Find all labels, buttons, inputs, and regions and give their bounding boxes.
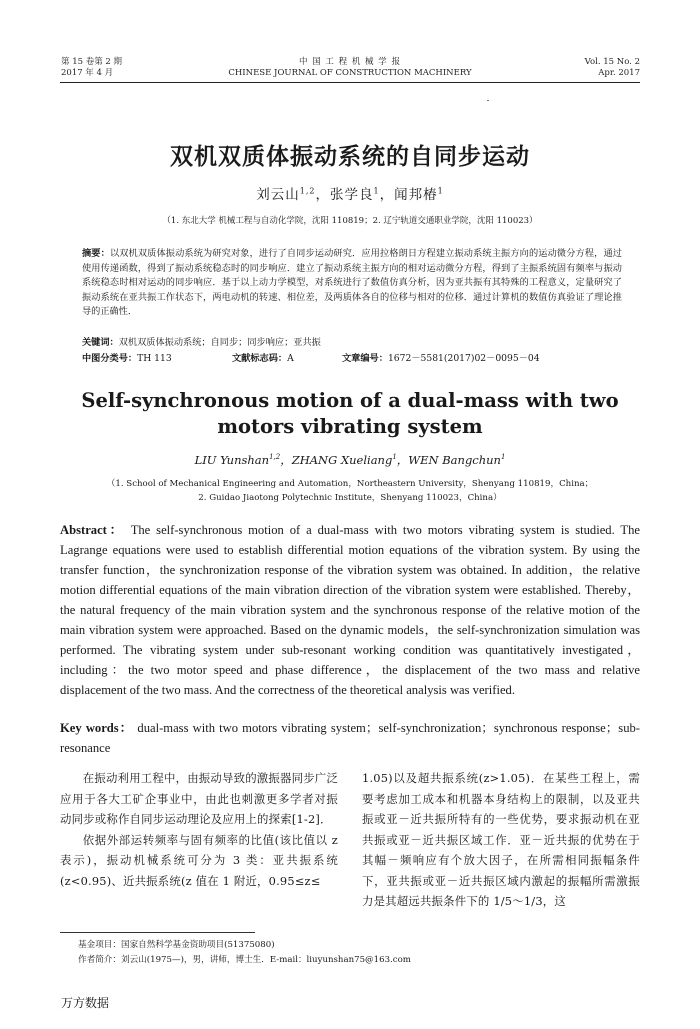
footnote-funding: 基金项目：国家自然科学基金资助项目(51375080) <box>78 940 275 950</box>
footnote-divider <box>60 932 255 933</box>
article-number: 文章编号：1672－5581(2017)02－0095－04 <box>342 353 540 364</box>
body-paragraph: 依据外部运转频率与固有频率的比值(该比值以 z 表示)，振动机械系统可分为 3 类：亚共振系统(z<0.95)、近共振系统(z 值在 1 附近，0.95≤z≤ <box>60 832 338 888</box>
abstract-cn-text: 以双机双质体振动系统为研究对象，进行了自同步运动研究．应用拉格朗日方程建立振动系统主振方向的运动微分方程，通过使用传递函数，得到了振动系统稳态时的同步响应．建立了振动系统主振方向的相对运动微分方程，得到了主振系统固有频率与振动系统稳态时相对运动的同步响应．基于以上动力学模型，对系统进行了数值仿真分析，因为亚共振有其特殊的工程意义，定量研究了振动系统在亚共振工作状态下，两电动机的转速、相位差，及两质体各自的位移与相对的位移．通过计算机的数值仿真验证了理论推导的正确性． <box>82 248 622 318</box>
affiliation-en-line2: 2. Guidao Jiaotong Polytechnic Institute，Shenyang 110023，China） <box>198 493 502 503</box>
class-number: 中图分类号：TH 113 <box>82 353 172 364</box>
body-column-left <box>60 768 338 891</box>
keywords-cn-label: 关键词： <box>82 337 119 348</box>
keywords-en <box>60 718 640 758</box>
authors-en: LIU Yunshan$^{1,2}$，ZHANG Xueliang$^1$，WEN Bangchun$^1$ <box>194 453 506 467</box>
abstract-cn <box>82 247 622 320</box>
keywords-en-text: dual-mass with two motors vibrating system；self-synchronization；synchronous response；sub-resonance <box>60 721 640 755</box>
affiliation-en-line1: （1. School of Mechanical Engineering and Automation，Northeastern University，Shenyang 110819，China； <box>106 479 594 489</box>
keywords-en-label: Key words： <box>60 721 134 735</box>
title-en-line1: Self-synchronous motion of a dual-mass with two <box>81 389 619 412</box>
journal-name-en: CHINESE JOURNAL OF CONSTRUCTION MACHINERY <box>228 68 472 78</box>
footnote-author: 作者简介：刘云山(1975—)，男，讲师，博士生．E-mail：liuyunshan75@163.com <box>78 955 411 965</box>
abstract-en-label: Abstract： <box>60 523 125 537</box>
authors-cn: 刘云山$^{1,2}$，张学良$^1$，闻邦椿$^1$ <box>256 186 444 203</box>
header-journal <box>200 57 500 79</box>
paper-title-en <box>80 388 620 440</box>
body-column-right <box>362 768 640 912</box>
date-cn: 2017 年 4 月 <box>61 68 114 78</box>
body-paragraph: 在振动利用工程中，由振动导致的激振器同步广泛应用于各大工矿企事业中，由此也刺激更多学者对振动同步或称作自同步运动理论及应用上的探索[1-2]． <box>60 771 338 826</box>
abstract-en <box>60 520 640 700</box>
abstract-en-text: The self-synchronous motion of a dual-mass with two motors vibrating system is studied. The Lagrange equations were used to establish differential motion equations of the vibration system. By using the transfer function，the synchronization response of the vibration system was obtained. In addition，the relative motion differential equations of the main vibration direction of the vibration system were established. Thereby，the natural frequency of the main vibration system and the synchronous response of the relative motion of the main vibration system were approached. Based on the dynamic models，the self-synchronization simulation was performed. The vibrating system under sub-resonant working condition was quantitatively investigated，including：the two motor speed and phase difference，the displacement of the two mass and relative displacement of the two mass. And the correctness of the theoretical analysis was verified. <box>60 523 641 697</box>
scan-speck <box>487 100 489 101</box>
paper-title-cn: 双机双质体振动系统的自同步运动 <box>170 144 530 170</box>
abstract-cn-label: 摘要： <box>82 248 110 259</box>
header-volume-cn <box>61 57 122 79</box>
keywords-cn-text: 双机双质体振动系统；自同步；同步响应；亚共振 <box>118 337 321 348</box>
keywords-cn <box>82 334 321 348</box>
watermark-text: 万方数据 <box>61 996 110 1010</box>
body-paragraph: 1.05)以及超共振系统(z>1.05)．在某些工程上，需要考虑加工成本和机器本身结构上的限制，以及亚共振或亚－近共振所特有的一些优势，要求振动机在亚共振或亚－近共振区域工作．亚－近共振的优势在于其幅－频响应有个放大因子，在所需相同振幅条件下，亚共振或亚－近共振区域内激起的振幅所需激振力是其超远共振条件下的 1/5～1/3，这 <box>362 771 640 908</box>
affiliation-en <box>0 477 700 505</box>
header-divider <box>60 82 640 83</box>
volume-cn: 第 15 卷第 2 期 <box>61 57 123 67</box>
affiliation-cn: （1. 东北大学 机械工程与自动化学院，沈阳 110819；2. 辽宁轨道交通职业学院，沈阳 110023） <box>162 216 538 226</box>
date-en: Apr. 2017 <box>598 68 640 78</box>
header-volume-en <box>585 57 640 79</box>
title-en-line2: motors vibrating system <box>217 415 483 438</box>
document-code: 文献标志码：A <box>232 353 294 364</box>
journal-name-cn: 中 国 工 程 机 械 学 报 <box>299 57 401 67</box>
volume-en: Vol. 15 No. 2 <box>584 57 640 67</box>
